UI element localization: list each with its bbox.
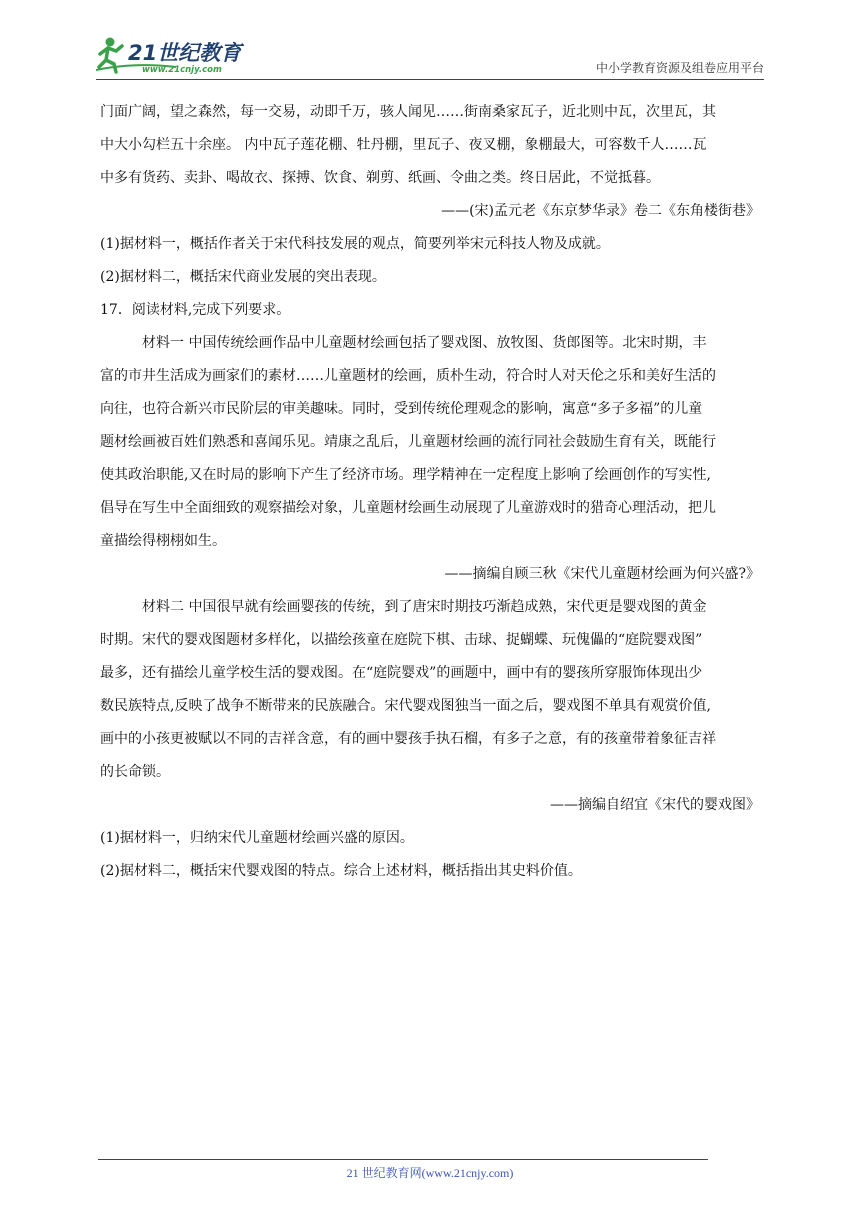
text-line: 数民族特点,反映了战争不断带来的民族融合。宋代婴戏图独当一面之后，婴戏图不单具有观赏价值, — [100, 698, 711, 714]
question-item: (1)据材料一，归纳宋代儿童题材绘画兴盛的原因。 — [100, 830, 414, 846]
text-line: 材料二 中国很早就有绘画婴孩的传统，到了唐宋时期技巧渐趋成熟，宋代更是婴戏图的黄金 — [142, 599, 707, 615]
logo-text: 21世纪教育 — [128, 41, 242, 65]
footer-link[interactable]: 21 世纪教育网(www.21cnjy.com) — [346, 1166, 514, 1180]
platform-name: 中小学教育资源及组卷应用平台 — [595, 61, 764, 75]
text-line: 最多，还有描绘儿童学校生活的婴戏图。在“庭院婴戏”的画题中，画中有的婴孩所穿服饰体现出少 — [100, 665, 703, 681]
question-item: (1)据材料一，概括作者关于宋代科技发展的观点，简要列举宋元科技人物及成就。 — [100, 236, 610, 252]
question-item: (2)据材料二，概括宋代婴戏图的特点。综合上述材料，概括指出其史料价值。 — [100, 863, 582, 879]
text-line: 向往，也符合新兴市民阶层的审美趣味。同时，受到传统伦理观念的影响，寓意“多子多福”的儿童 — [100, 401, 703, 417]
text-line: 门面广阔，望之森然，每一交易，动即千万，骇人闻见……街南桑家瓦子，近北则中瓦，次里瓦，其 — [100, 104, 716, 120]
text-line: 童描绘得栩栩如生。 — [100, 533, 226, 549]
source-citation: ——(宋)孟元老《东京梦华录》卷二《东角楼街巷》 — [441, 203, 760, 219]
page-header — [96, 28, 764, 80]
document-body — [100, 96, 760, 888]
site-logo[interactable] — [96, 34, 266, 76]
question-item: (2)据材料二，概括宋代商业发展的突出表现。 — [100, 269, 386, 285]
text-line: 富的市井生活成为画家们的素材……儿童题材的绘画，质朴生动，符合时人对天伦之乐和美好生活的 — [100, 368, 716, 384]
footer-divider — [98, 1159, 708, 1160]
text-line: 中大小勾栏五十余座。 内中瓦子莲花棚、牡丹棚，里瓦子、夜叉棚，象棚最大，可容数千人……瓦 — [100, 137, 707, 153]
text-line: 材料一 中国传统绘画作品中儿童题材绘画包括了婴戏图、放牧图、货郎图等。北宋时期，丰 — [142, 335, 707, 351]
source-citation: ——摘编自绍宜《宋代的婴戏图》 — [550, 797, 760, 813]
material-two — [100, 591, 760, 789]
text-line: 题材绘画被百姓们熟悉和喜闻乐见。靖康之乱后，儿童题材绘画的流行同社会鼓励生育有关，既能行 — [100, 434, 716, 450]
material-continued — [100, 96, 760, 195]
text-line: 使其政治职能,又在时局的影响下产生了经济市场。理学精神在一定程度上影响了绘画创作的写实性, — [100, 467, 711, 483]
runner-logo-icon — [96, 34, 266, 76]
material-one — [100, 327, 760, 558]
text-line: 时期。宋代的婴戏图题材多样化，以描绘孩童在庭院下棋、击球、捉蝴蝶、玩傀儡的“庭院婴戏图” — [100, 632, 703, 648]
text-line: 的长命锁。 — [100, 764, 170, 780]
text-line: 画中的小孩更被赋以不同的吉祥含意，有的画中婴孩手执石榴，有多子之意，有的孩童带着象征吉祥 — [100, 731, 716, 747]
header-divider — [96, 79, 764, 80]
text-line: 倡导在写生中全面细致的观察描绘对象，儿童题材绘画生动展现了儿童游戏时的猎奇心理活动，把儿 — [100, 500, 716, 516]
question-title: 17．阅读材料,完成下列要求。 — [100, 302, 291, 318]
text-line: 中多有货药、卖卦、喝故衣、探搏、饮食、剃剪、纸画、令曲之类。终日居此，不觉抵暮。 — [100, 170, 660, 186]
logo-url: www.21cnjy.com — [142, 65, 222, 75]
source-citation: ——摘编自顾三秋《宋代儿童题材绘画为何兴盛?》 — [444, 566, 760, 582]
